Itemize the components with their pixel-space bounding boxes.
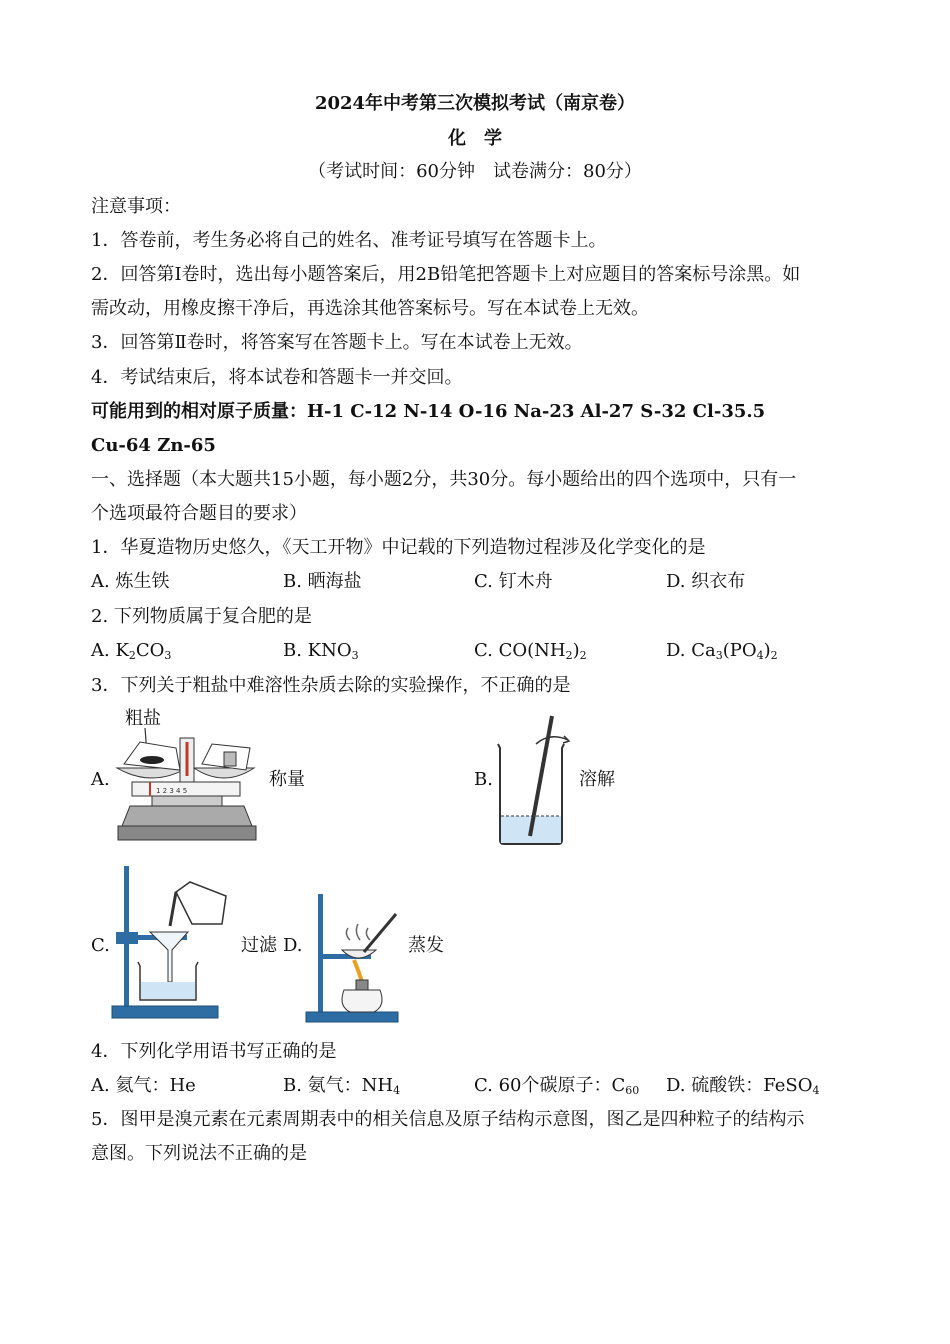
q2-option-b: B. $KNO_3$ bbox=[283, 640, 359, 662]
q1-stem: 1．华夏造物历史悠久，《天工开物》中记载的下列造物过程涉及化学变化的是 bbox=[91, 537, 706, 558]
q2-stem: 2. 下列物质属于复合肥的是 bbox=[91, 606, 312, 627]
exam-title: 2024年中考第三次模拟考试（南京卷） bbox=[314, 93, 636, 114]
q1-option-d: D. 织衣布 bbox=[666, 571, 746, 592]
q1-option-a: A. 炼生铁 bbox=[91, 571, 170, 592]
evaporation-figure bbox=[304, 890, 404, 1024]
q3-option-c-caption: 过滤 bbox=[241, 935, 277, 956]
atomic-mass-line: Cu-64 Zn-65 bbox=[91, 435, 216, 456]
q3-option-d-letter: D. bbox=[283, 935, 303, 956]
note-item: 需改动，用橡皮擦干净后，再选涂其他答案标号。写在本试卷上无效。 bbox=[91, 298, 649, 319]
note-item: 2．回答第Ⅰ卷时，选出每小题答案后，用2B铅笔把答题卡上对应题目的答案标号涂黑。如 bbox=[91, 264, 801, 285]
q3-option-c-letter: C. bbox=[91, 935, 110, 956]
q4-option-a: A. 氦气：He bbox=[91, 1075, 196, 1096]
note-item: 3．回答第Ⅱ卷时，将答案写在答题卡上。写在本试卷上无效。 bbox=[91, 332, 583, 353]
section-heading: 个选项最符合题目的要求） bbox=[91, 503, 307, 524]
q2-option-a: A. $K_2CO_3$ bbox=[91, 640, 172, 662]
q4-option-c: C. 60个碳原子：$C_{60}$ bbox=[474, 1075, 640, 1097]
exam-info: （考试时间：60分钟 试卷满分：80分） bbox=[308, 161, 642, 182]
q3-option-b-caption: 溶解 bbox=[579, 769, 615, 790]
q2-option-c: C. $CO(NH_2)_2$ bbox=[474, 640, 587, 662]
q3-option-a-letter: A. bbox=[91, 769, 110, 790]
balance-figure bbox=[112, 704, 262, 844]
note-item: 4．考试结束后，将本试卷和答题卡一并交回。 bbox=[91, 367, 463, 388]
q3-stem: 3．下列关于粗盐中难溶性杂质去除的实验操作，不正确的是 bbox=[91, 675, 571, 696]
q5-stem: 5．图甲是溴元素在元素周期表中的相关信息及原子结构示意图，图乙是四种粒子的结构示 bbox=[91, 1109, 805, 1130]
q1-option-c: C. 钉木舟 bbox=[474, 571, 553, 592]
note-item: 1．答卷前，考生务必将自己的姓名、准考证号填写在答题卡上。 bbox=[91, 230, 607, 251]
q5-stem: 意图。下列说法不正确的是 bbox=[91, 1143, 307, 1164]
q3-option-a-caption: 称量 bbox=[269, 769, 305, 790]
q2-option-d: D. $Ca_3(PO_4)_2$ bbox=[666, 640, 778, 662]
notes-heading: 注意事项： bbox=[91, 196, 181, 217]
crude-salt-label: 粗盐 bbox=[125, 708, 161, 729]
q3-option-d-caption: 蒸发 bbox=[408, 935, 444, 956]
q3-option-b-letter: B. bbox=[474, 769, 493, 790]
dissolving-figure bbox=[494, 712, 574, 847]
q1-option-b: B. 晒海盐 bbox=[283, 571, 362, 592]
svg-text:1 2 3 4 5: 1 2 3 4 5 bbox=[156, 787, 188, 795]
q4-option-d: D. 硫酸铁：FeSO$_4$ bbox=[666, 1075, 820, 1097]
atomic-mass-line: 可能用到的相对原子质量：H-1 C-12 N-14 O-16 Na-23 Al-27 S-32 Cl-35.5 bbox=[91, 401, 766, 422]
section-heading: 一、选择题（本大题共15小题，每小题2分，共30分。每小题给出的四个选项中，只有一 bbox=[91, 469, 797, 490]
q4-option-b: B. 氨气：$NH_4$ bbox=[283, 1075, 401, 1097]
filtration-figure bbox=[110, 862, 240, 1024]
subject-title: 化 学 bbox=[448, 128, 502, 149]
q4-stem: 4．下列化学用语书写正确的是 bbox=[91, 1041, 337, 1062]
